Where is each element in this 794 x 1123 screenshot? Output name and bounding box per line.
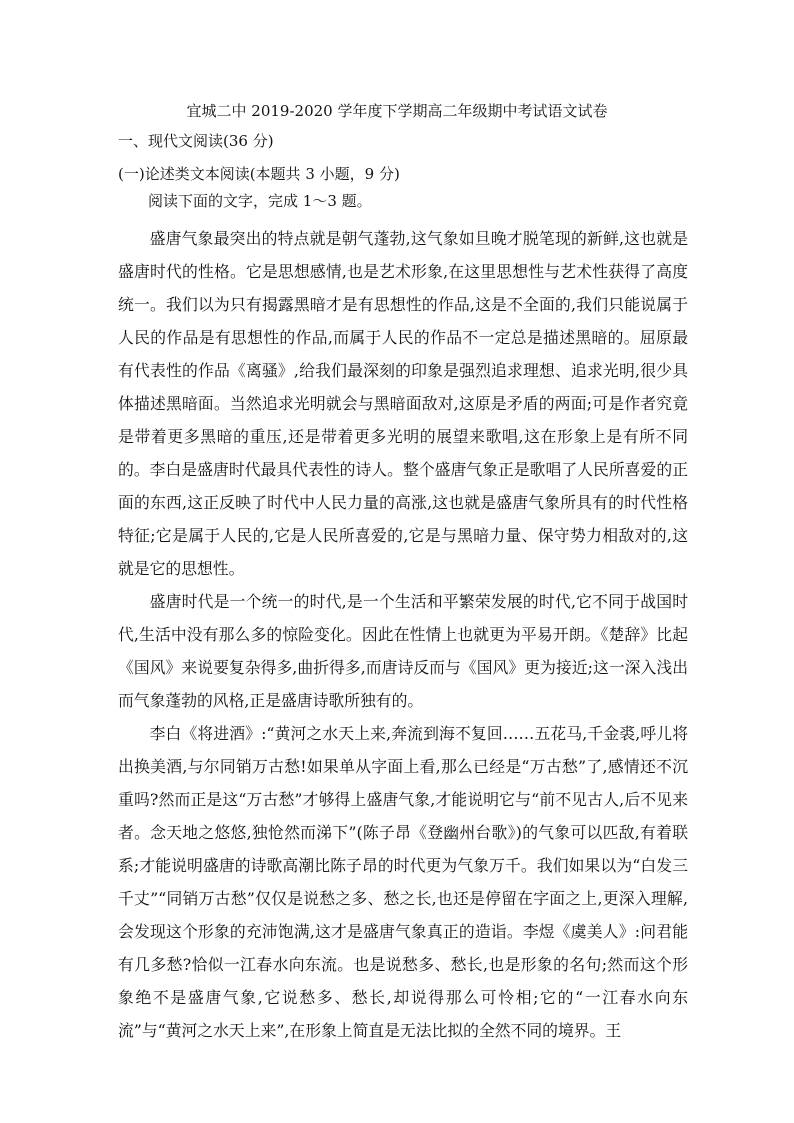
exam-title: 宜城二中 2019-2020 学年度下学期高二年级期中考试语文试卷 xyxy=(186,102,608,120)
sub-heading: (一)论述类文本阅读(本题共 3 小题，9 分) xyxy=(118,165,400,183)
passage-paragraph-1: 盛唐气象最突出的特点就是朝气蓬勃,这气象如旦晚才脱笔现的新鲜,这也就是盛唐时代的性格。它是思想感情,也是艺术形象,在这里思想性与艺术性获得了高度统一。我们以为只有揭露黑暗才是有思想性的作品,这是不全面的,我们只能说属于人民的作品是有思想性的作品,而属于人民的作品不一定总是描述黑暗的。屈原最有代表性的作品《离骚》,给我们最深刻的印象是强烈追求理想、追求光明,很少具体描述黑暗面。当然追求光明就会与黑暗面敌对,这原是矛盾的两面;可是作者究竟是带着更多黑暗的重压,还是带着更多光明的展望来歌唱,这在形象上是有所不同的。李白是盛唐时代最具代表性的诗人。整个盛唐气象正是歌唱了人民所喜爱的正面的东西,这正反映了时代中人民力量的高涨,这也就是盛唐气象所具有的时代性格特征;它是属于人民的,它是人民所喜爱的,它是与黑暗力量、保守势力相敌对的,这就是它的思想性。 xyxy=(118,229,688,578)
passage-paragraph-2: 盛唐时代是一个统一的时代,是一个生活和平繁荣发展的时代,它不同于战国时代,生活中没有那么多的惊险变化。因此在性情上也就更为平易开朗。《楚辞》比起《国风》来说要复杂得多,曲折得多,而唐诗反而与《国风》更为接近;这一深入浅出而气象蓬勃的风格,正是盛唐诗歌所独有的。 xyxy=(118,592,688,710)
passage-paragraph-3: 李白《将进酒》:“黄河之水天上来,奔流到海不复回……五花马,千金裘,呼儿将出换美酒,与尔同销万古愁!如果单从字面上看,那么已经是“万古愁”了,感情还不沉重吗?然而正是这“万古愁”才够得上盛唐气象,才能说明它与“前不见古人,后不见来者。念天地之悠悠,独怆然而涕下”(陈子昂《登幽州台歌》)的气象可以匹敌,有着联系;才能说明盛唐的诗歌高潮比陈子昂的时代更为气象万千。我们如果以为“白发三千丈”“同销万古愁”仅仅是说愁之多、愁之长,也还是停留在字面之上,更深入理解,会发现这个形象的充沛饱满,这才是盛唐气象真正的造诣。李煜《虞美人》:问君能有几多愁?恰似一江春水向东流。也是说愁多、愁长,也是形象的名句;然而这个形象绝不是盛唐气象,它说愁多、愁长,却说得那么可怜相;它的“一江春水向东流”与“黄河之水天上来”,在形象上简直是无法比拟的全然不同的境界。王 xyxy=(118,724,688,1040)
section-heading: 一、现代文阅读(36 分) xyxy=(118,132,274,150)
reading-instruction: 阅读下面的文字，完成 1～3 题。 xyxy=(148,192,372,210)
reading-passage xyxy=(118,222,688,1047)
